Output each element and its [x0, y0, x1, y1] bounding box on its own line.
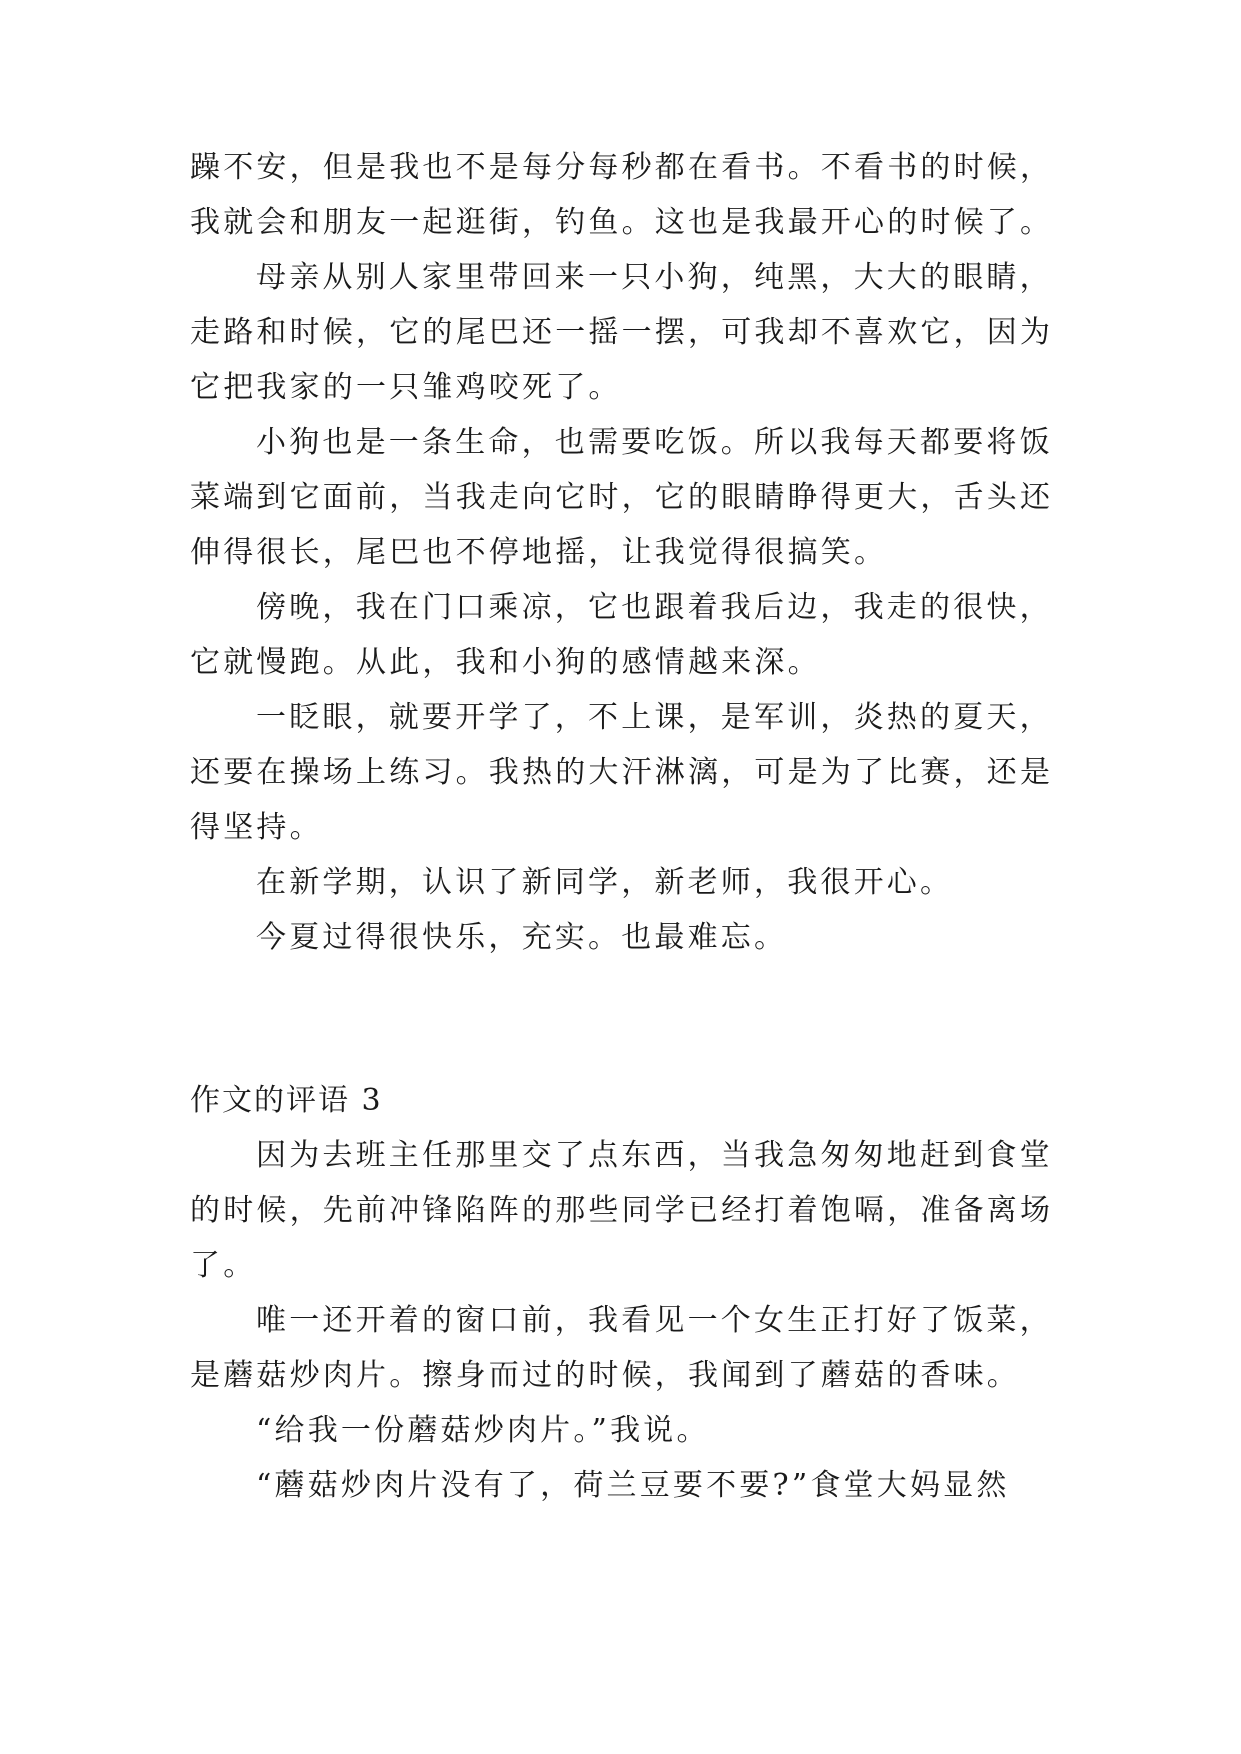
paragraph-line: 走路和时候，它的尾巴还一摇一摆，可我却不喜欢它，因为	[190, 315, 1054, 350]
paragraph-line: 的时候，先前冲锋陷阵的那些同学已经打着饱嗝，准备离场	[190, 1193, 1054, 1228]
paragraph-line: 因为去班主任那里交了点东西，当我急匆匆地赶到食堂	[256, 1138, 1053, 1173]
paragraph-line: 今夏过得很快乐，充实。也最难忘。	[256, 920, 788, 955]
paragraph-line: 躁不安，但是我也不是每分每秒都在看书。不看书的时候，	[190, 150, 1054, 185]
paragraph-line: 它就慢跑。从此，我和小狗的感情越来深。	[190, 645, 821, 680]
paragraph-line: 了。	[190, 1248, 257, 1283]
paragraph-line: 菜端到它面前，当我走向它时，它的眼睛睁得更大，舌头还	[190, 480, 1054, 515]
paragraph-line: 还要在操场上练习。我热的大汗淋漓，可是为了比赛，还是	[190, 755, 1054, 790]
paragraph-line: 我就会和朋友一起逛街，钓鱼。这也是我最开心的时候了。	[190, 205, 1054, 240]
paragraph-line: 在新学期，认识了新同学，新老师，我很开心。	[256, 865, 954, 900]
paragraph-line: 唯一还开着的窗口前，我看见一个女生正打好了饭菜，	[256, 1303, 1053, 1338]
paragraph-line: 一眨眼，就要开学了，不上课，是军训，炎热的夏天，	[256, 700, 1053, 735]
section-heading: 作文的评语 3	[190, 1083, 383, 1118]
paragraph-line: 小狗也是一条生命，也需要吃饭。所以我每天都要将饭	[256, 425, 1053, 460]
paragraph-line: 傍晚，我在门口乘凉，它也跟着我后边，我走的很快，	[256, 590, 1053, 625]
paragraph-line: “蘑菇炒肉片没有了，荷兰豆要不要?”食堂大妈显然	[256, 1468, 1010, 1503]
paragraph-line: 是蘑菇炒肉片。擦身而过的时候，我闻到了蘑菇的香味。	[190, 1358, 1020, 1393]
paragraph-line: 母亲从别人家里带回来一只小狗，纯黑，大大的眼睛，	[256, 260, 1053, 295]
paragraph-line: 伸得很长，尾巴也不停地摇，让我觉得很搞笑。	[190, 535, 888, 570]
paragraph-line: “给我一份蘑菇炒肉片。”我说。	[256, 1413, 710, 1448]
paragraph-line: 它把我家的一只雏鸡咬死了。	[190, 370, 622, 405]
paragraph-line: 得坚持。	[190, 810, 323, 845]
